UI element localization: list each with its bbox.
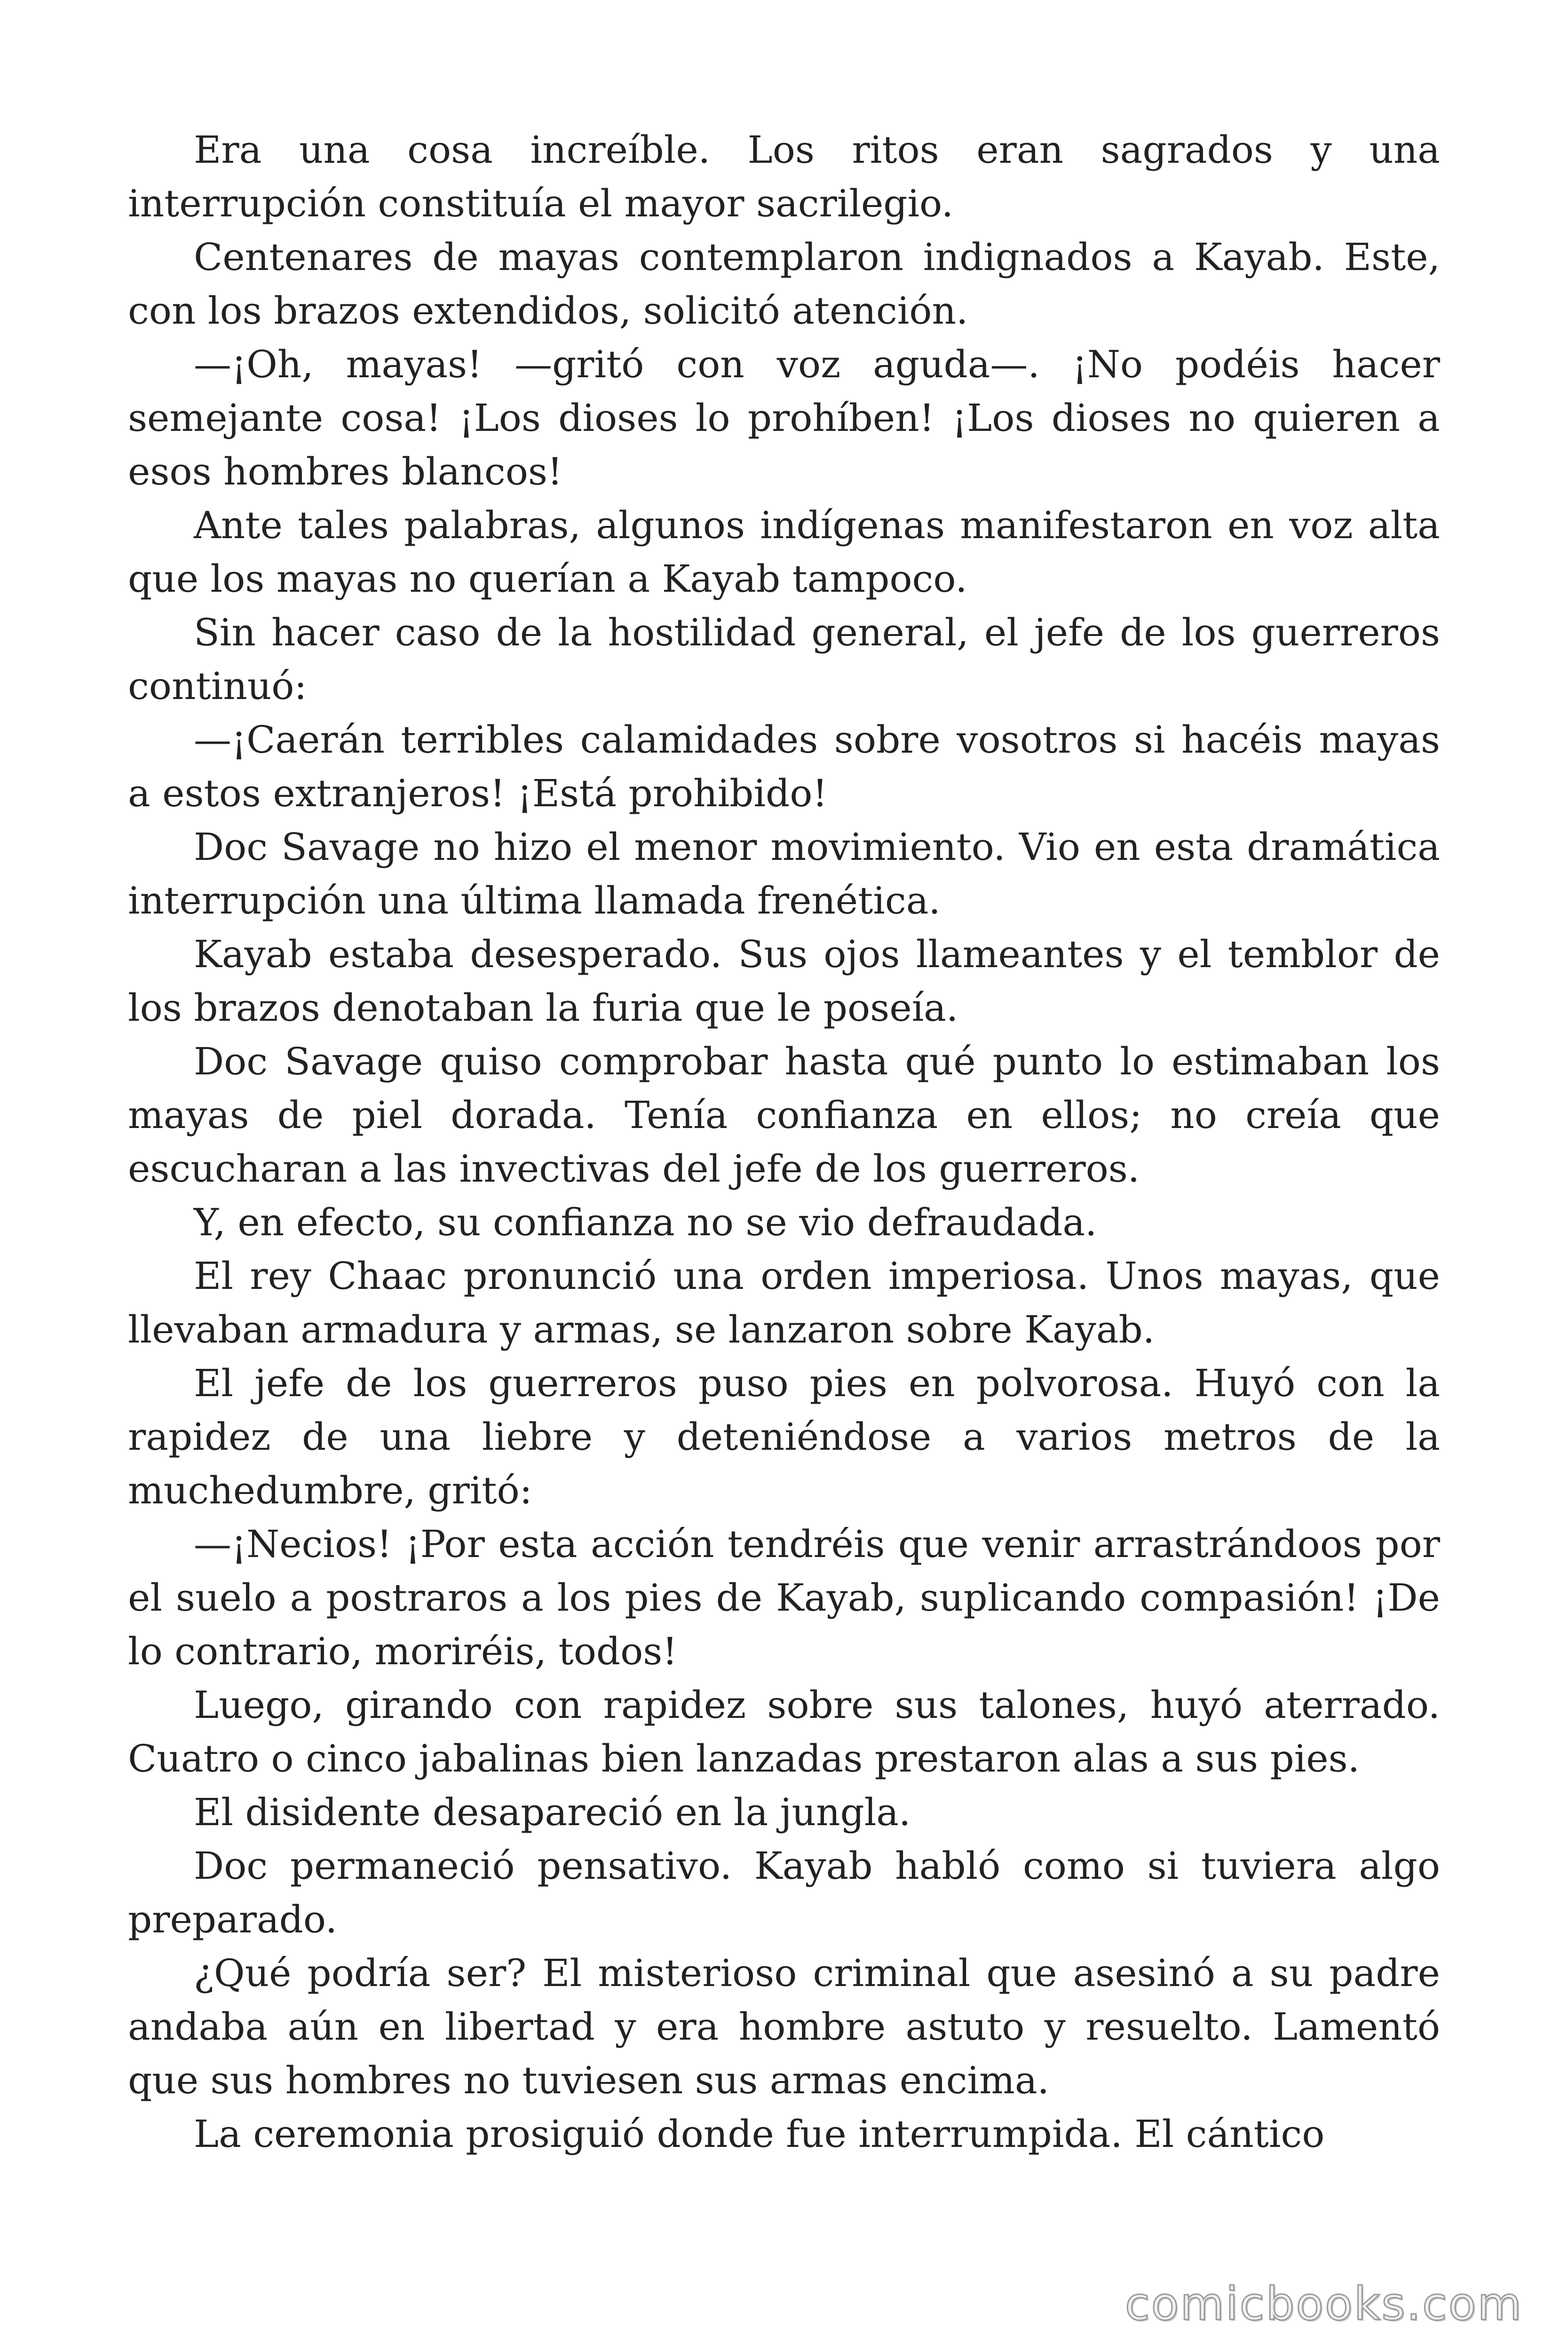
watermark: comicbooks.com — [1125, 2278, 1523, 2330]
paragraph: Kayab estaba desesperado. Sus ojos llameantes y el temblor de los brazos denotaban la furia que le poseía. — [128, 932, 1440, 1030]
paragraph: Doc Savage no hizo el menor movimiento. Vio en esta dramática interrupción una última llamada frenética. — [128, 825, 1440, 922]
paragraph: Y, en efecto, su confianza no se vio defraudada. — [194, 1200, 1097, 1244]
paragraph: Ante tales palabras, algunos indígenas manifestaron en voz alta que los mayas no querían a Kayab tampoco. — [128, 503, 1440, 601]
page-text — [128, 123, 1440, 2161]
paragraph: El jefe de los guerreros puso pies en polvorosa. Huyó con la rapidez de una liebre y deteniéndose a varios metros de la muchedumbre, gritó: — [128, 1361, 1440, 1512]
paragraph: ¿Qué podría ser? El misterioso criminal que asesinó a su padre andaba aún en libertad y era hombre astuto y resuelto. Lamentó que sus hombres no tuviesen sus armas encima. — [128, 1951, 1440, 2102]
paragraph: Luego, girando con rapidez sobre sus talones, huyó aterrado. Cuatro o cinco jabalinas bien lanzadas prestaron alas a sus pies. — [128, 1683, 1440, 1780]
paragraph: Doc permaneció pensativo. Kayab habló como si tuviera algo preparado. — [128, 1844, 1440, 1941]
paragraph: El rey Chaac pronunció una orden imperiosa. Unos mayas, que llevaban armadura y armas, se lanzaron sobre Kayab. — [128, 1254, 1440, 1351]
paragraph: Era una cosa increíble. Los ritos eran sagrados y una interrupción constituía el mayor sacrilegio. — [128, 128, 1440, 225]
paragraph: —¡Caerán terribles calamidades sobre vosotros si hacéis mayas a estos extranjeros! ¡Está prohibido! — [128, 718, 1440, 815]
paragraph: Doc Savage quiso comprobar hasta qué punto lo estimaban los mayas de piel dorada. Tenía confianza en ellos; no creía que escucharan a las invectivas del jefe de los guerreros. — [128, 1040, 1440, 1191]
paragraph: El disidente desapareció en la jungla. — [194, 1790, 911, 1834]
paragraph: —¡Necios! ¡Por esta acción tendréis que venir arrastrándoos por el suelo a postraros a los pies de Kayab, suplicando compasión! ¡De lo contrario, moriréis, todos! — [128, 1522, 1440, 1673]
paragraph: La ceremonia prosiguió donde fue interrumpida. El cántico — [194, 2112, 1325, 2156]
paragraph: Centenares de mayas contemplaron indignados a Kayab. Este, con los brazos extendidos, solicitó atención. — [128, 235, 1440, 333]
paragraph: Sin hacer caso de la hostilidad general, el jefe de los guerreros continuó: — [128, 611, 1440, 708]
paragraph: —¡Oh, mayas! —gritó con voz aguda—. ¡No podéis hacer semejante cosa! ¡Los dioses lo prohíben! ¡Los dioses no quieren a esos hombres blancos! — [128, 342, 1440, 493]
